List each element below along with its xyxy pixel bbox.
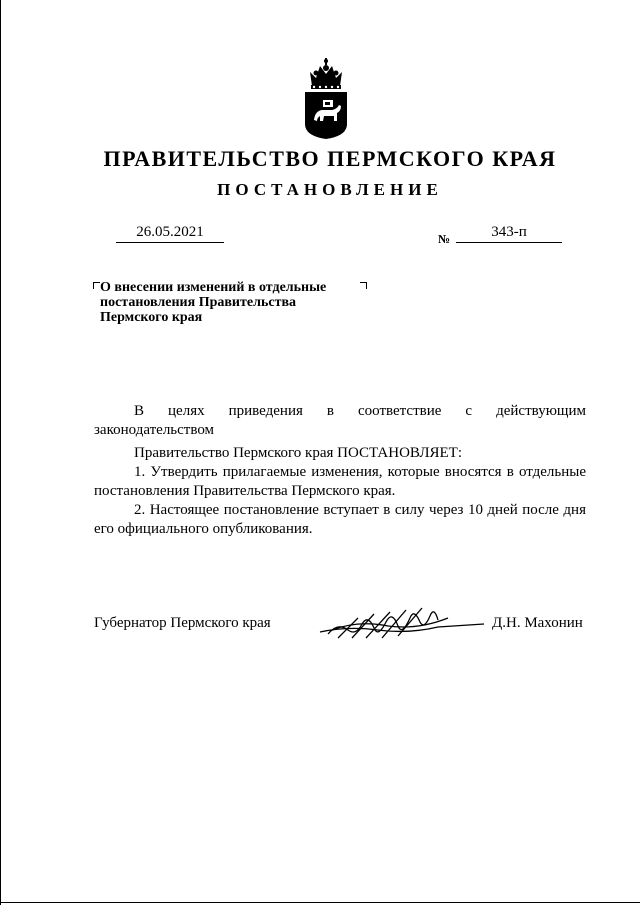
number-sign: № [438, 232, 451, 246]
body-item-1: 1. Утвердить прилагаемые изменения, которые вносятся в отдельные постановления Правительства Пермского края. [94, 464, 586, 499]
signer-title: Губернатор Пермского края [94, 615, 271, 631]
scan-left-edge [0, 0, 1, 905]
subject-corner-left [93, 282, 100, 289]
document-number: 343-п [456, 224, 562, 243]
document-body [94, 402, 586, 539]
handwritten-signature-icon [318, 600, 488, 646]
coat-of-arms-icon [302, 56, 350, 140]
document-type: ПОСТАНОВЛЕНИЕ [217, 180, 443, 199]
document-subject [100, 280, 370, 325]
body-paragraph-1: В целях приведения в соответствие с действующим [134, 403, 586, 419]
document-date: 26.05.2021 [116, 224, 224, 243]
signer-name: Д.Н. Махонин [492, 615, 583, 631]
body-paragraph-2: Правительство Пермского края ПОСТАНОВЛЯЕТ: [134, 445, 463, 461]
body-paragraph-1-continued: законодательством [94, 422, 215, 438]
subject-line: Пермского края [100, 310, 203, 325]
subject-line: О внесении изменений в отдельные [100, 280, 327, 295]
body-item-2: 2. Настоящее постановление вступает в силу через 10 дней после дня его официального опубликования. [94, 502, 586, 537]
subject-line: постановления Правительства [100, 295, 296, 310]
scan-bottom-edge [0, 902, 640, 903]
organization-title: ПРАВИТЕЛЬСТВО ПЕРМСКОГО КРАЯ [103, 146, 557, 171]
